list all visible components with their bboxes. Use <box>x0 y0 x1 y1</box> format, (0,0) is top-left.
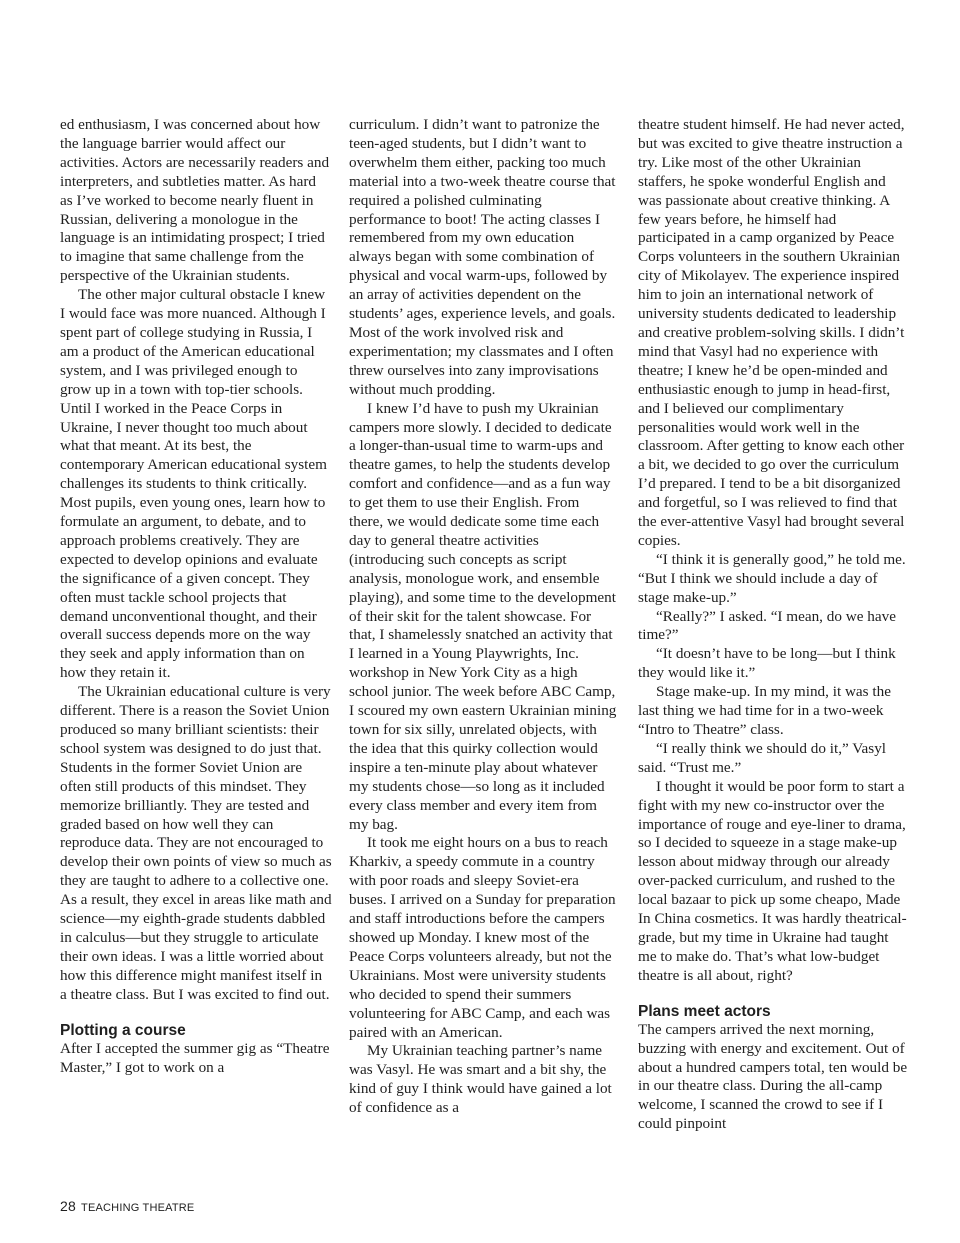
column-2 <box>349 116 617 1118</box>
page-number: 28 <box>60 1198 76 1214</box>
paragraph: The Ukrainian educational culture is very different. There is a reason the Soviet Union produced so many brilliant scientists: their school system was designed to do just that. Students in the former Soviet Union are often still products of this mindset. They memorize brilliantly. They are tested and graded based on how well they can reproduce data. They are not encouraged to develop their own points of view so much as they are taught to adhere to a collective one. As a result, they excel in areas like math and science—my eighth-grade students dabbled in calculus—but they struggle to articulate their own ideas. I was a little worried about how this difference might manifest itself in a theatre class. But I was excited to find out. <box>60 683 332 1003</box>
paragraph: After I accepted the summer gig as “Theatre Master,” I got to work on a <box>60 1039 330 1076</box>
paragraph: “It doesn’t have to be long—but I think they would like it.” <box>638 645 896 682</box>
section-heading-plotting-a-course: Plotting a course <box>60 1021 186 1039</box>
paragraph: theatre student himself. He had never acted, but was excited to give theatre instruction a try. Like most of the other Ukrainian staffers, he spoke wonderful English and was passionate about creative thinking. A few years before, he himself had participated in a camp organized by Peace Corps volunteers in the southern Ukrainian city of Mikolayev. The experience inspired him to join an international network of university students dedicated to leadership and creative problem-solving skills. I didn’t mind that Vasyl had no experience with theatre; I knew he’d be open-minded and enthusiastic enough to jump in head-first, and I believed our complimentary personalities would work well in the classroom. After getting to know each other a bit, we decided to go over the curriculum I’d prepared. I tend to be a bit disorganized and forgetful, so I was relieved to find that the ever-attentive Vasyl had brought several copies. <box>638 116 905 549</box>
column-1 <box>60 116 332 1077</box>
paragraph: “Really?” I asked. “I mean, do we have time?” <box>638 607 896 644</box>
paragraph: My Ukrainian teaching partner’s name was Vasyl. He was smart and a bit shy, the kind of guy I think would have gained a lot of confidence as a <box>349 1042 612 1117</box>
paragraph: I thought it would be poor form to start a fight with my new co-instructor over the importance of rouge and eye-liner to drama, so I decided to squeeze in a stage make-up lesson about midway through our already over-packed curriculum, and rushed to the local bazaar to pick up some cheapo, Made In China cosmetics. It was hardly theatrical-grade, but my time in Ukraine had taught me to make do. That’s what low-budget theatre is all about, right? <box>638 777 907 984</box>
paragraph: The campers arrived the next morning, buzzing with energy and excitement. Out of about a hundred campers total, ten would be in our theatre class. During the all-camp welcome, I scanned the crowd to see if I could pinpoint <box>638 1020 908 1133</box>
paragraph: The other major cultural obstacle I knew I would face was more nuanced. Although I spent part of college studying in Russia, I am a product of the American educational system, and I was privileged enough to grow up in a town with top-tier schools. Until I worked in the Peace Corps in Ukraine, I never thought too much about what that meant. At its best, the contemporary American educational system challenges its students to think critically. Most pupils, even young ones, learn how to formulate an argument, to debate, and to approach problems creatively. They are expected to develop opinions and evaluate the significance of a given concept. They often must tackle school projects that demand unconventional thought, and their overall success depends more on the way they seek and apply information than on how they retain it. <box>60 286 327 682</box>
column-3 <box>638 116 908 1134</box>
page-footer <box>60 1198 194 1214</box>
paragraph: ed enthusiasm, I was concerned about how the language barrier would affect our activities. Actors are necessarily readers and interpreters, and subtleties matter. As hard as I’ve worked to become nearly fluent in Russian, delivering a monologue in the language is an intimidating prospect; I tried to imagine that same challenge from the perspective of the Ukrainian students. <box>60 116 330 285</box>
paragraph: Stage make-up. In my mind, it was the last thing we had time for in a two-week “Intro to Theatre” class. <box>638 683 891 738</box>
paragraph: “I think it is generally good,” he told me. “But I think we should include a day of stage make-up.” <box>638 550 906 606</box>
paragraph: curriculum. I didn’t want to patronize the teen-aged students, but I didn’t want to overwhelm them either, packing too much material into a two-week theatre course that required a polished culminating performance to boot! The acting classes I remembered from my own education always began with some combination of physical and vocal warm-ups, followed by an array of activities dependent on the students’ ages, experience levels, and goals. Most of the work involved risk and experimentation; my classmates and I often threw ourselves into zany improvisations without much prodding. <box>349 116 616 398</box>
publication-name: TEACHING THEATRE <box>81 1202 195 1214</box>
paragraph: It took me eight hours on a bus to reach Kharkiv, a speedy commute in a country with poor roads and sleepy Soviet-era buses. I arrived on a Sunday for preparation and staff introductions before the campers showed up Monday. I knew most of the Peace Corps volunteers already, but not the Ukrainians. Most were university students who decided to spend their summers volunteering for ABC Camp, and each was paired with an American. <box>349 834 616 1041</box>
section-heading-plans-meet-actors: Plans meet actors <box>638 1002 771 1020</box>
paragraph: “I really think we should do it,” Vasyl said. “Trust me.” <box>638 739 887 776</box>
paragraph: I knew I’d have to push my Ukrainian campers more slowly. I decided to dedicate a longer-than-usual time to warm-ups and theatre games, to help the students develop comfort and confidence—and as a fun way to get them to use their English. From there, we would dedicate some time each day to general theatre activities (introducing such concepts as script analysis, monologue work, and ensemble playing), and some time to the development of their skit for the talent showcase. For that, I shamelessly snatched an activity that I learned in a Young Playwrights, Inc. workshop in New York City as a high school junior. The week before ABC Camp, I scoured my own eastern Ukrainian mining town for six silly, unrelated objects, with the idea that this quirky collection would inspire a ten-minute play about whatever my students chose—so long as it included every class member and every item from my bag. <box>349 399 617 833</box>
